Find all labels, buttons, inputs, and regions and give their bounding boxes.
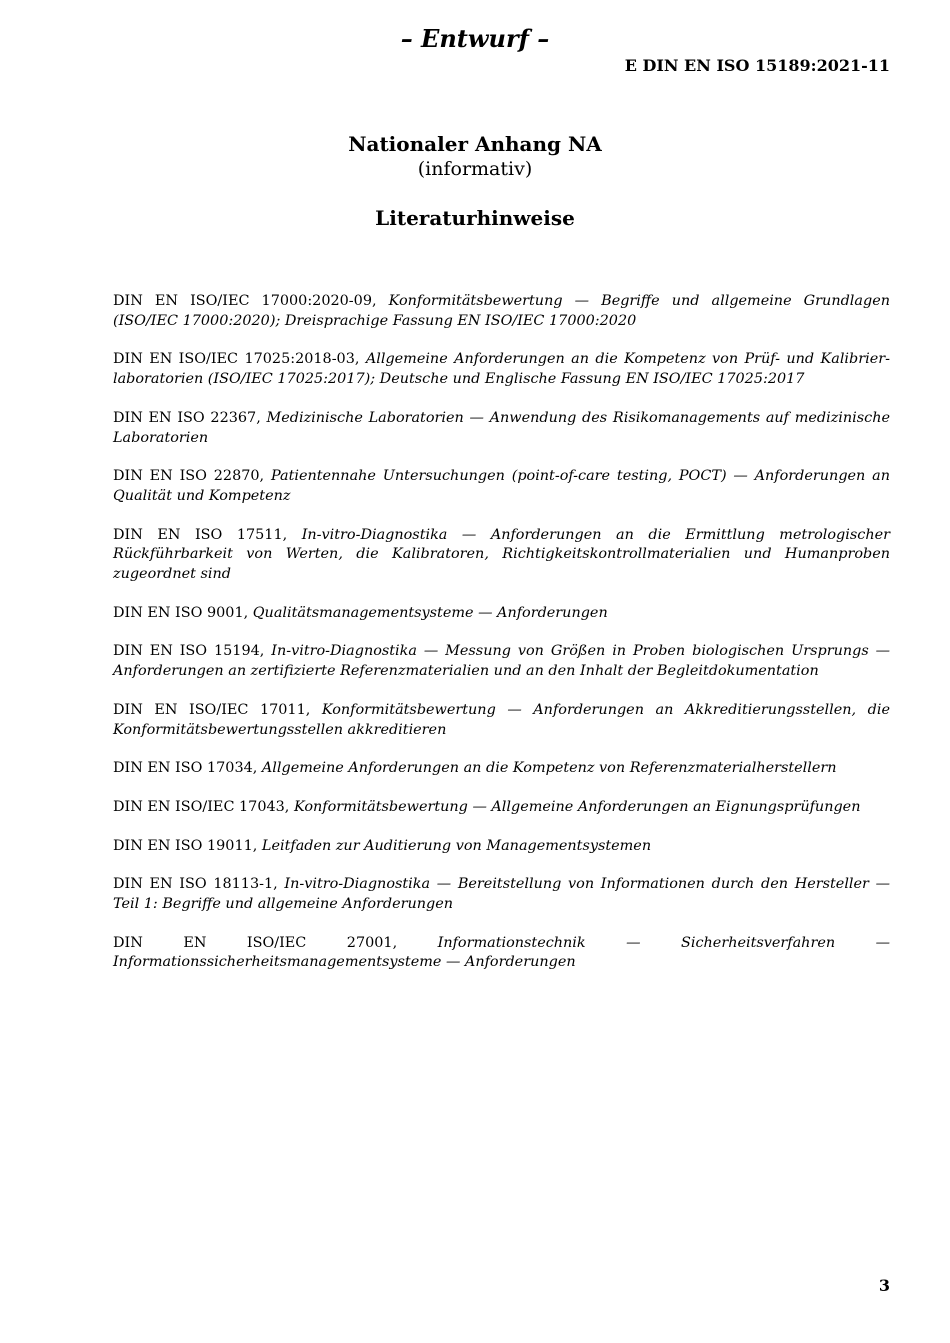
reference-list (113, 292, 890, 992)
reference-item (113, 837, 890, 857)
reference-item (113, 526, 890, 585)
reference-code: DIN EN ISO 22367, (113, 409, 267, 426)
reference-title: Allgemeine Anforderungen an die Kompetenz von Referenzmaterialherstellern (261, 760, 837, 777)
reference-title: Konformitätsbewertung — Anforderungen an Akkreditierungsstellen, die Konformitätsbewertungsstellen akkreditieren (113, 701, 891, 738)
page-number: 3 (878, 1276, 890, 1295)
reference-title: Informationstechnik — Sicherheitsverfahren — Informationssicherheitsmanagementsysteme — Anforderungen (113, 934, 891, 971)
reference-code: DIN EN ISO/IEC 17025:2018-03, (113, 351, 366, 368)
section-title: Literaturhinweise (375, 206, 575, 230)
reference-item (113, 467, 890, 506)
annex-subtitle: (informativ) (417, 158, 533, 180)
reference-title: Konformitätsbewertung — Allgemeine Anforderungen an Eignungsprüfungen (293, 798, 861, 815)
document-id: E DIN EN ISO 15189:2021-11 (624, 56, 890, 75)
reference-title: Allgemeine Anforderungen an die Kompetenz von Prüf- und Kalibrierlaboratorien (ISO/IEC 17025:2017); Deutsche und Englische Fassung EN ISO/IEC 17025:2017 (113, 351, 890, 388)
reference-title: In-vitro-Diagnostika — Anforderungen an die Ermittlung metrologischer Rückführbarkeit von Werten, die Kalibratoren, Richtigkeitskontrollmaterialien und Humanproben zugeordnet sind (113, 526, 890, 583)
reference-code: DIN EN ISO 9001, (113, 604, 253, 621)
reference-title: Konformitätsbewertung — Begriffe und allgemeine Grundlagen (ISO/IEC 17000:2020); Dreisprachige Fassung EN ISO/IEC 17000:2020 (113, 293, 890, 329)
reference-code: DIN EN ISO/IEC 27001, (113, 934, 438, 951)
reference-title: In-vitro-Diagnostika — Bereitstellung von Informationen durch den Hersteller — Teil 1: Begriffe und allgemeine Anforderungen (113, 876, 890, 913)
reference-item (113, 701, 890, 740)
reference-item (113, 798, 890, 818)
reference-title: Qualitätsmanagementsysteme — Anforderungen (252, 604, 608, 621)
reference-item (113, 642, 890, 681)
reference-code: DIN EN ISO/IEC 17011, (113, 701, 322, 718)
reference-item (113, 350, 890, 389)
reference-title: Medizinische Laboratorien — Anwendung des Risikomanagements auf medizinische Laboratorien (113, 409, 890, 446)
reference-item (113, 934, 890, 973)
reference-item (113, 759, 890, 779)
reference-item (113, 875, 890, 914)
reference-item (113, 292, 890, 331)
reference-code: DIN EN ISO 15194, (113, 643, 272, 660)
reference-code: DIN EN ISO/IEC 17043, (113, 798, 294, 815)
reference-title: In-vitro-Diagnostika — Messung von Größen in Proben biologischen Ursprungs — Anforderungen an zertifizierte Referenzmaterialien und an den Inhalt der Begleitdokumentation (113, 643, 891, 680)
reference-title: Leitfaden zur Auditierung von Managementsystemen (261, 837, 652, 854)
annex-title: Nationaler Anhang NA (348, 132, 602, 156)
reference-code: DIN EN ISO 17034, (113, 760, 262, 777)
reference-item (113, 604, 890, 624)
reference-code: DIN EN ISO/IEC 17000:2020-09, (113, 293, 389, 309)
reference-title: Patientennahe Untersuchungen (point-of-care testing, POCT) — Anforderungen an Qualität und Kompetenz (113, 468, 890, 504)
reference-code: DIN EN ISO 19011, (113, 837, 262, 854)
reference-code: DIN EN ISO 17511, (113, 526, 302, 543)
reference-code: DIN EN ISO 22870, (113, 468, 271, 485)
draft-label: – Entwurf – (400, 24, 550, 53)
reference-code: DIN EN ISO 18113-1, (113, 876, 285, 893)
reference-item (113, 409, 890, 448)
